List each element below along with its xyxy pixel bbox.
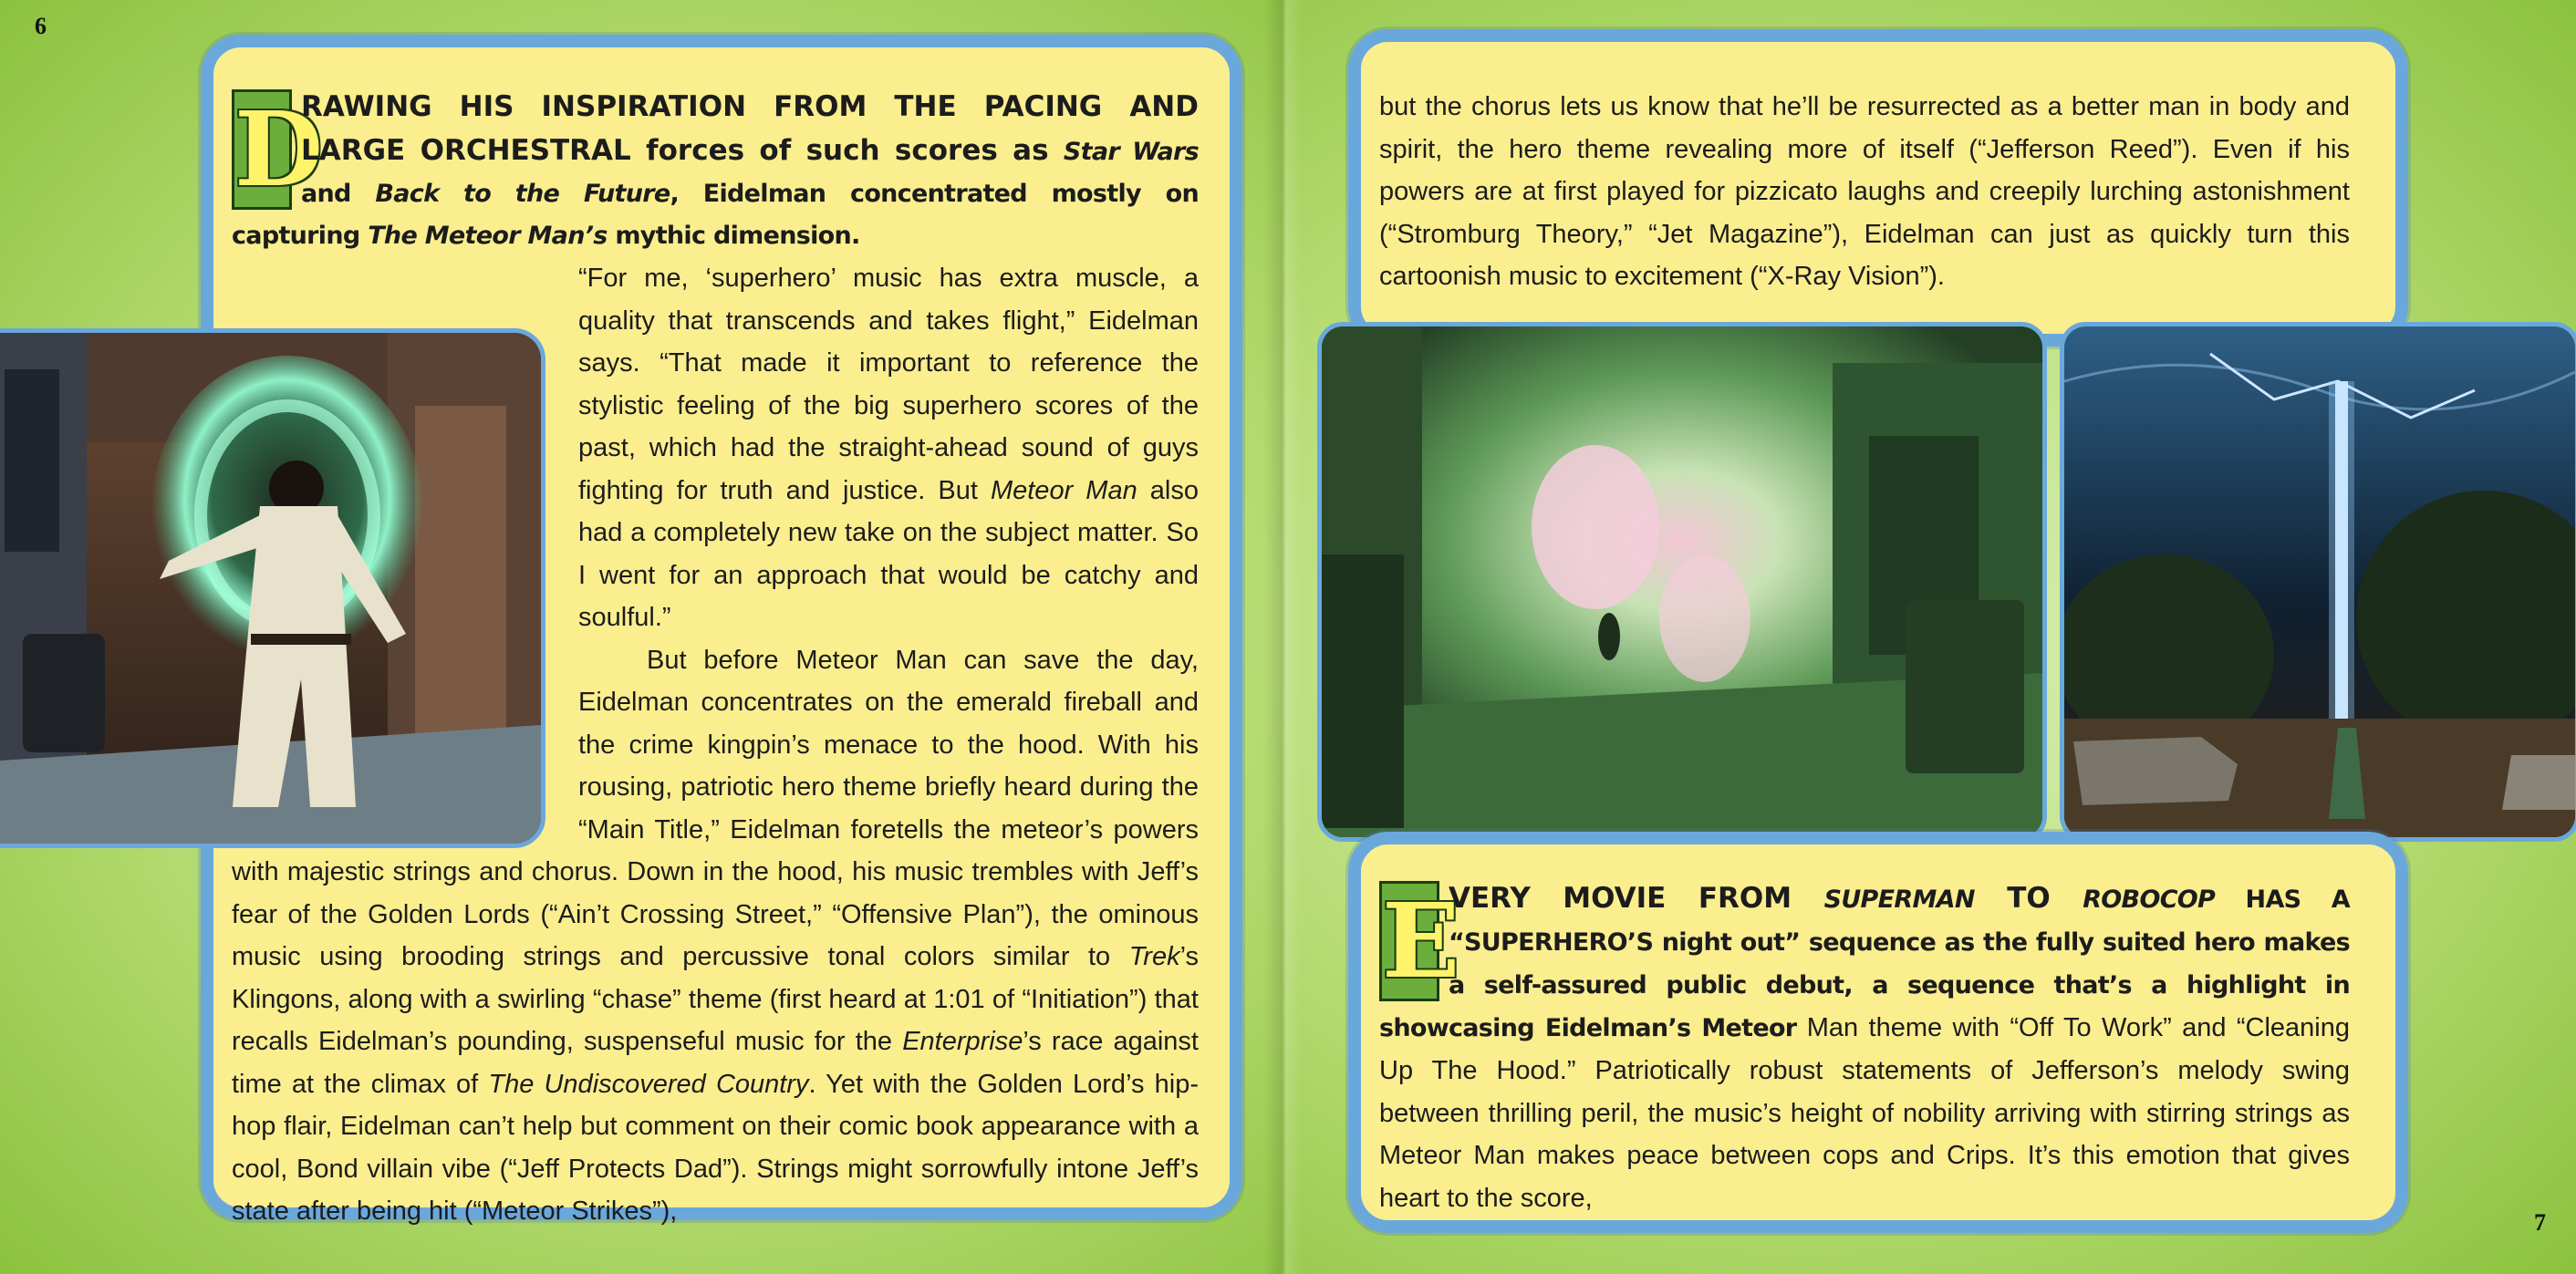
right-bottom-text-column (1379, 877, 2350, 1219)
left-page (0, 0, 1283, 1274)
right-page (1283, 0, 2576, 1274)
drop-cap-d: D (232, 89, 292, 210)
left-lead-paragraph: D RAWING HIS INSPIRATION FROM THE PACING AND LARGE ORCHESTRAL forces of such scores as Star Wars and Back to the Future, Eidelman concentrated mostly on capturing The Meteor Man’s mythic dimension. (232, 90, 1200, 250)
alley-fireball-image (0, 333, 541, 844)
right-top-text-column (1379, 86, 2350, 298)
lightning-night-image (2064, 326, 2575, 837)
photo-lightning-night (2060, 322, 2576, 842)
page-number-left: 6 (35, 13, 47, 39)
photo-alley-fireball (0, 328, 545, 848)
left-body-paragraph: But before Meteor Man can save the day, Eidelman concentrates on the emerald fireball and the crime kingpin’s menace to the hood. With his rousing, patriotic hero theme briefly heard during the “Main Title,” Eidelman foretells the meteor’s powers with majestic strings and chorus. Down in the hood, his music trembles with Jeff’s fear of the Golden Lords (“Ain’t Crossing Street,” “Offensive Plan”), the ominous music using brooding strings and percussive tonal colors similar to Trek’s Klingons, along with a swirling “chase” theme (first heard at 1:01 of “Initiation”) that recalls Eidelman’s pounding, suspenseful music for the Enterprise’s race against time at the climax of The Undiscovered Country. Yet with the Golden Lord’s hip-hop flair, Eidelman can’t help but comment on their comic book appearance with a cool, Bond villain vibe (“Jeff Protects Dad”). Strings might sorrowfully intone Jeff’s state after being hit (“Meteor Strikes”), (232, 645, 1199, 1226)
green-explosion-image (1322, 326, 2042, 837)
left-quote-paragraph: “For me, ‘superhero’ music has extra muscle, a quality that transcends and takes flight,” Eidelman says. “That made it important to reference the stylistic feeling of the big superhero scores of the past, which had the straight-ahead sound of guys fighting for truth and justice. But Meteor Man also had a completely new take on the subject matter. So I went for an approach that would be catchy and soulful.” (578, 264, 1199, 632)
spine-gutter (1264, 0, 1301, 1274)
right-top-paragraph: but the chorus lets us know that he’ll be resurrected as a better man in body and spirit, the hero theme revealing more of itself (“Jefferson Reed”). Even if his powers are at first played for pizzicato laughs and creepily lurching astonishment (“Stromburg Theory,” “Jet Magazine”), Eidelman can just as quickly turn this cartoonish music to excitement (“X-Ray Vision”). (1379, 92, 2350, 291)
photo-green-explosion (1317, 322, 2047, 842)
page-number-right: 7 (2534, 1209, 2546, 1236)
right-bottom-paragraph: E VERY MOVIE FROM SUPERMAN TO ROBOCOP HAS A “SUPERHERO’S night out” sequence as the fully suited hero makes a self-assured public debut, a sequence that’s a highlight in showcasing Eidelman’s Meteor Man theme with “Off To Work” and “Cleaning Up The Hood.” Patriotically robust statements of Jefferson’s melody swing between thrilling peril, the music’s height of nobility arriving with stirring strings as Meteor Man makes peace between cops and Crips. It’s this emotion that gives heart to the score, (1379, 882, 2350, 1213)
drop-cap-e: E (1379, 881, 1439, 1001)
